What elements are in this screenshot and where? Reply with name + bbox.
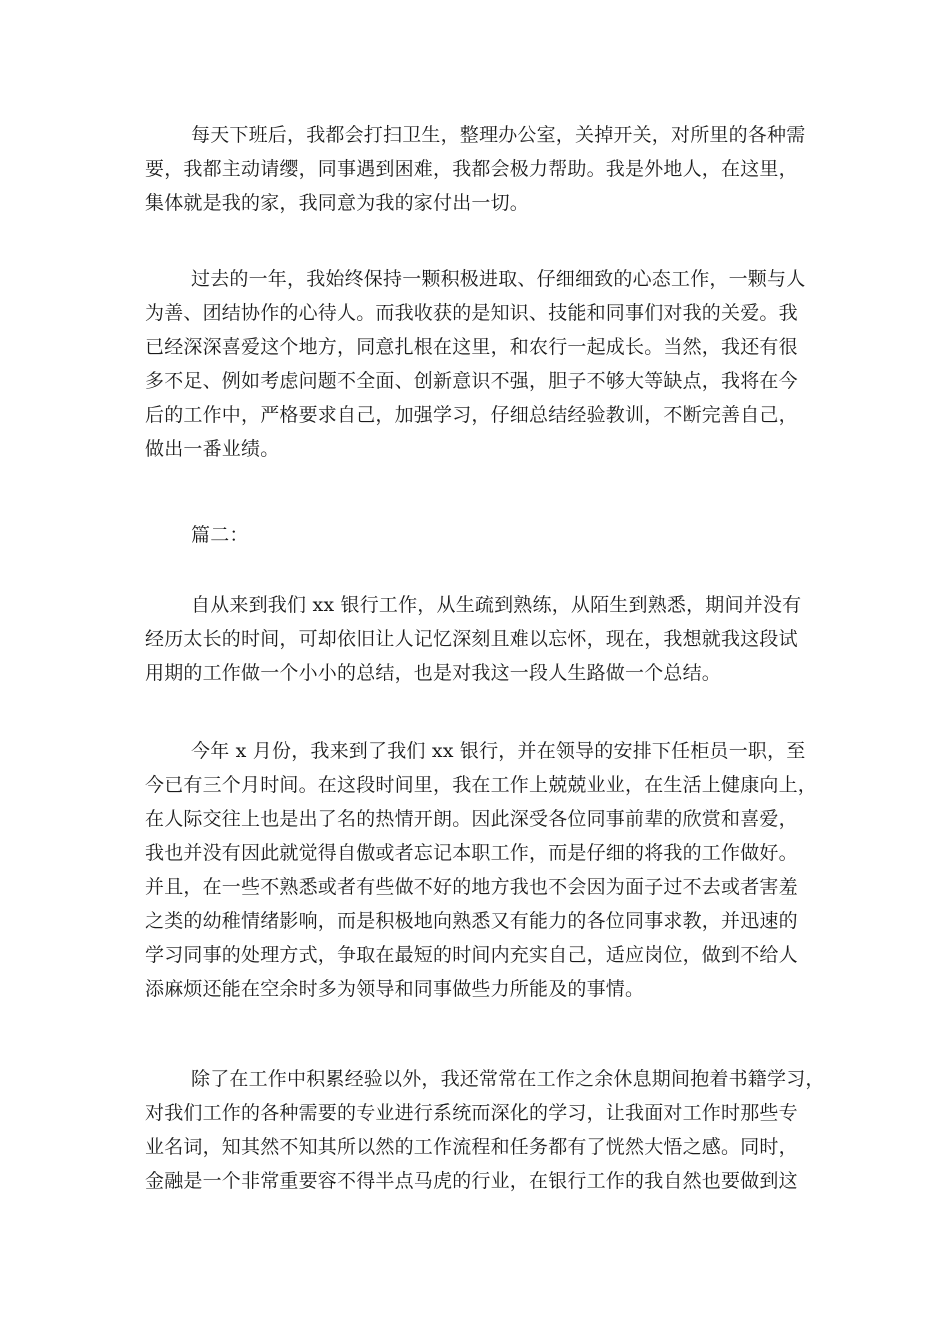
text-line: 今已有三个月时间。在这段时间里，我在工作上兢兢业业，在生活上健康向上， bbox=[145, 774, 818, 796]
text-line: 学习同事的处理方式，争取在最短的时间内充实自己，适应岗位，做到不给人 bbox=[145, 944, 798, 966]
paragraph-past-year bbox=[145, 262, 815, 466]
text-line: 在人际交往上也是出了名的热情开朗。因此深受各位同事前辈的欣赏和喜爱， bbox=[145, 808, 798, 830]
section-title: 篇二： bbox=[191, 524, 249, 546]
text-line: 我也并没有因此就觉得自傲或者忘记本职工作，而是仔细的将我的工作做好。 bbox=[145, 842, 798, 864]
text-line: 集体就是我的家，我同意为我的家付出一切。 bbox=[145, 192, 530, 214]
paragraph-teller-work bbox=[145, 734, 818, 1006]
text-line: 为善、团结协作的心待人。而我收获的是知识、技能和同事们对我的关爱。我 bbox=[145, 302, 798, 324]
paragraph-cleaning-duties bbox=[145, 118, 815, 220]
text-line: 过去的一年，我始终保持一颗积极进取、仔细细致的心态工作，一颗与人 bbox=[191, 268, 806, 290]
text-line: 对我们工作的各种需要的专业进行系统而深化的学习，让我面对工作时那些专 bbox=[145, 1102, 798, 1124]
text-line: 金融是一个非常重要容不得半点马虎的行业，在银行工作的我自然也要做到这 bbox=[145, 1170, 798, 1192]
text-line: 做出一番业绩。 bbox=[145, 438, 280, 460]
text-line: 除了在工作中积累经验以外，我还常常在工作之余休息期间抱着书籍学习， bbox=[191, 1068, 825, 1090]
section-heading bbox=[145, 518, 815, 552]
text-line: 用期的工作做一个小小的总结，也是对我这一段人生路做一个总结。 bbox=[145, 662, 722, 684]
text-line: 已经深深喜爱这个地方，同意扎根在这里，和农行一起成长。当然，我还有很 bbox=[145, 336, 798, 358]
text-line: 经历太长的时间，可却依旧让人记忆深刻且难以忘怀，现在，我想就我这段试 bbox=[145, 628, 798, 650]
text-line: 并且，在一些不熟悉或者有些做不好的地方我也不会因为面子过不去或者害羞 bbox=[145, 876, 798, 898]
text-line: 业名词，知其然不知其所以然的工作流程和任务都有了恍然大悟之感。同时， bbox=[145, 1136, 798, 1158]
text-line: 自从来到我们 xx 银行工作，从生疏到熟练，从陌生到熟悉，期间并没有 bbox=[191, 594, 802, 616]
text-line: 要，我都主动请缨，同事遇到困难，我都会极力帮助。我是外地人，在这里， bbox=[145, 158, 798, 180]
text-line: 添麻烦还能在空余时多为领导和同事做些力所能及的事情。 bbox=[145, 978, 645, 1000]
paragraph-bank-intro bbox=[145, 588, 815, 690]
text-line: 多不足、例如考虑问题不全面、创新意识不强，胆子不够大等缺点，我将在今 bbox=[145, 370, 798, 392]
text-line: 之类的幼稚情绪影响，而是积极地向熟悉又有能力的各位同事求教，并迅速的 bbox=[145, 910, 798, 932]
text-line: 每天下班后，我都会打扫卫生，整理办公室，关掉开关，对所里的各种需 bbox=[191, 124, 806, 146]
paragraph-study bbox=[145, 1062, 825, 1198]
text-line: 今年 x 月份，我来到了我们 xx 银行，并在领导的安排下任柜员一职，至 bbox=[191, 740, 806, 762]
text-line: 后的工作中，严格要求自己，加强学习，仔细总结经验教训，不断完善自己， bbox=[145, 404, 798, 426]
